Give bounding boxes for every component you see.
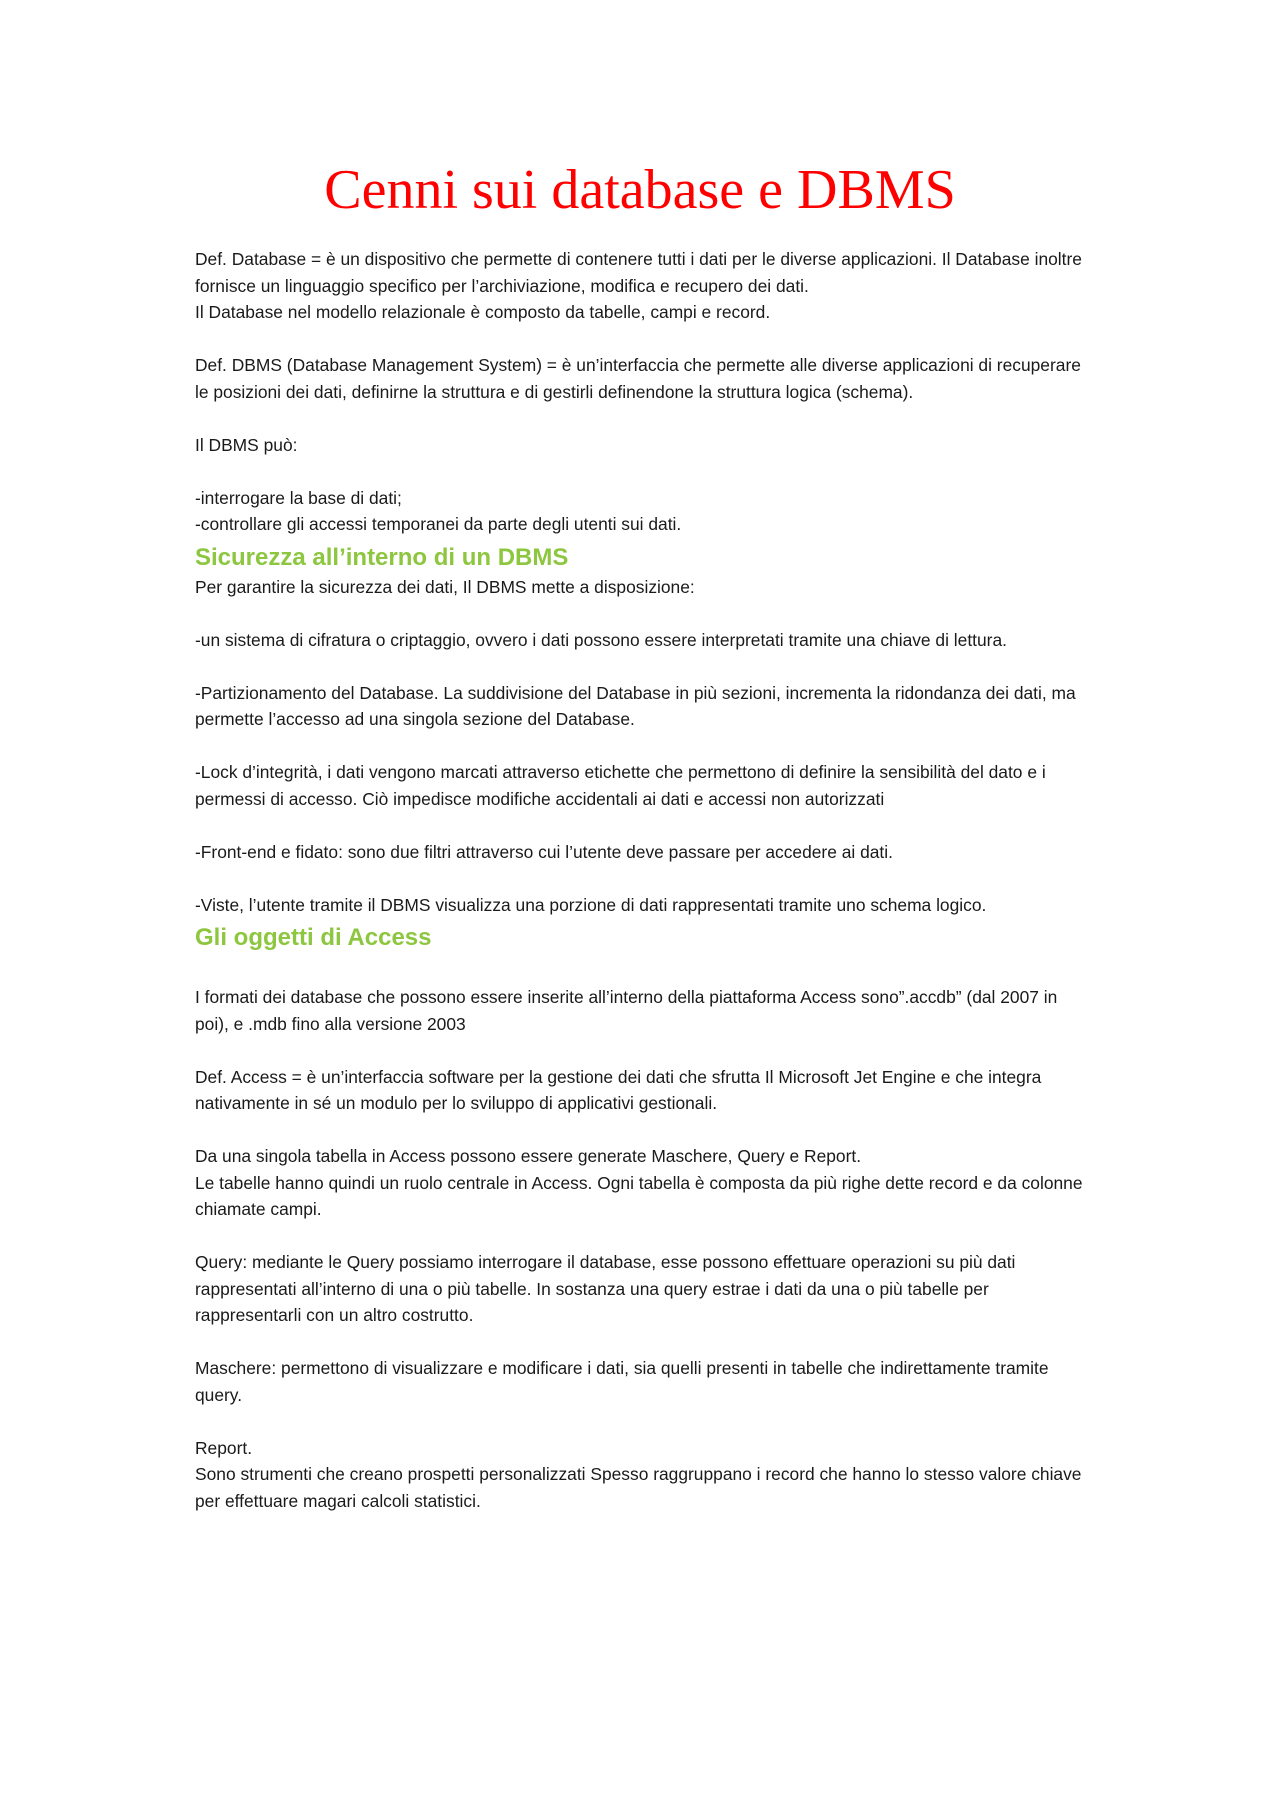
access-report-label: Report. [195,1437,253,1458]
security-item: -Lock d’integrità, i dati vengono marcati attraverso etichette che permettono di definire la sensibilità del dato e i permessi di accesso. Ciò impedisce modifiche accidentali ai dati e accessi non autorizzati [195,762,1046,809]
page-title: Cenni sui database e DBMS [324,159,956,221]
security-item: -un sistema di cifratura o criptaggio, ovvero i dati possono essere interpretati tramite una chiave di lettura. [195,629,1007,650]
access-query-paragraph: Query: mediante le Query possiamo interrogare il database, esse possono effettuare operazioni su più dati rappresentati all’interno di una o più tabelle. In sostanza una query estrae i dati da una o più tabelle per rappresentarli con un altro costrutto. [195,1252,1016,1325]
access-report-paragraph: Sono strumenti che creano prospetti personalizzati Spesso raggruppano i record che hanno lo stesso valore chiave per effettuare magari calcoli statistici. [195,1464,1082,1511]
access-formats-paragraph: I formati dei database che possono essere inserite all’interno della piattaforma Access sono”.accdb” (dal 2007 in poi), e .mdb fino alla versione 2003 [195,987,1058,1034]
def-access-paragraph: Def. Access = è un’interfaccia software per la gestione dei dati che sfrutta Il Microsoft Jet Engine e che integra nativamente in sé un modulo per lo sviluppo di applicativi gestionali. [195,1066,1042,1113]
security-item: -Viste, l’utente tramite il DBMS visualizza una porzione di dati rappresentati tramite uno schema logico. [195,894,987,915]
access-heading: Gli oggetti di Access [195,924,432,951]
def-database-paragraph: Def. Database = è un dispositivo che permette di contenere tutti i dati per le diverse applicazioni. Il Database inoltre fornisce un linguaggio specifico per l’archiviazione, modifica e recupero dei dati. [195,249,1082,296]
document-body [195,246,1095,1514]
dbms-list-item: -interrogare la base di dati; [195,487,402,508]
dbms-list-item: -controllare gli accessi temporanei da parte degli utenti sui dati. [195,514,682,534]
security-intro: Per garantire la sicurezza dei dati, Il DBMS mette a disposizione: [195,576,695,597]
access-tables-paragraph: Da una singola tabella in Access possono essere generate Maschere, Query e Report. [195,1146,862,1166]
access-tables-paragraph: Le tabelle hanno quindi un ruolo centrale in Access. Ogni tabella è composta da più righe dette record e da colonne chiamate campi. [195,1172,1083,1219]
dbms-can-paragraph: Il DBMS può: [195,434,298,455]
security-item: -Partizionamento del Database. La suddivisione del Database in più sezioni, incrementa la ridondanza dei dati, ma permette l’accesso ad una singola sezione del Database. [195,682,1076,729]
database-relational-paragraph: Il Database nel modello relazionale è composto da tabelle, campi e record. [195,302,771,322]
def-dbms-paragraph: Def. DBMS (Database Management System) = è un’interfaccia che permette alle diverse applicazioni di recuperare le posizioni dei dati, definirne la struttura e di gestirli definendone la struttura logica (schema). [195,355,1081,402]
access-maschere-paragraph: Maschere: permettono di visualizzare e modificare i dati, sia quelli presenti in tabelle che indirettamente tramite query. [195,1358,1049,1405]
security-item: -Front-end e fidato: sono due filtri attraverso cui l’utente deve passare per accedere ai dati. [195,841,893,862]
security-heading: Sicurezza all’interno di un DBMS [195,543,569,571]
